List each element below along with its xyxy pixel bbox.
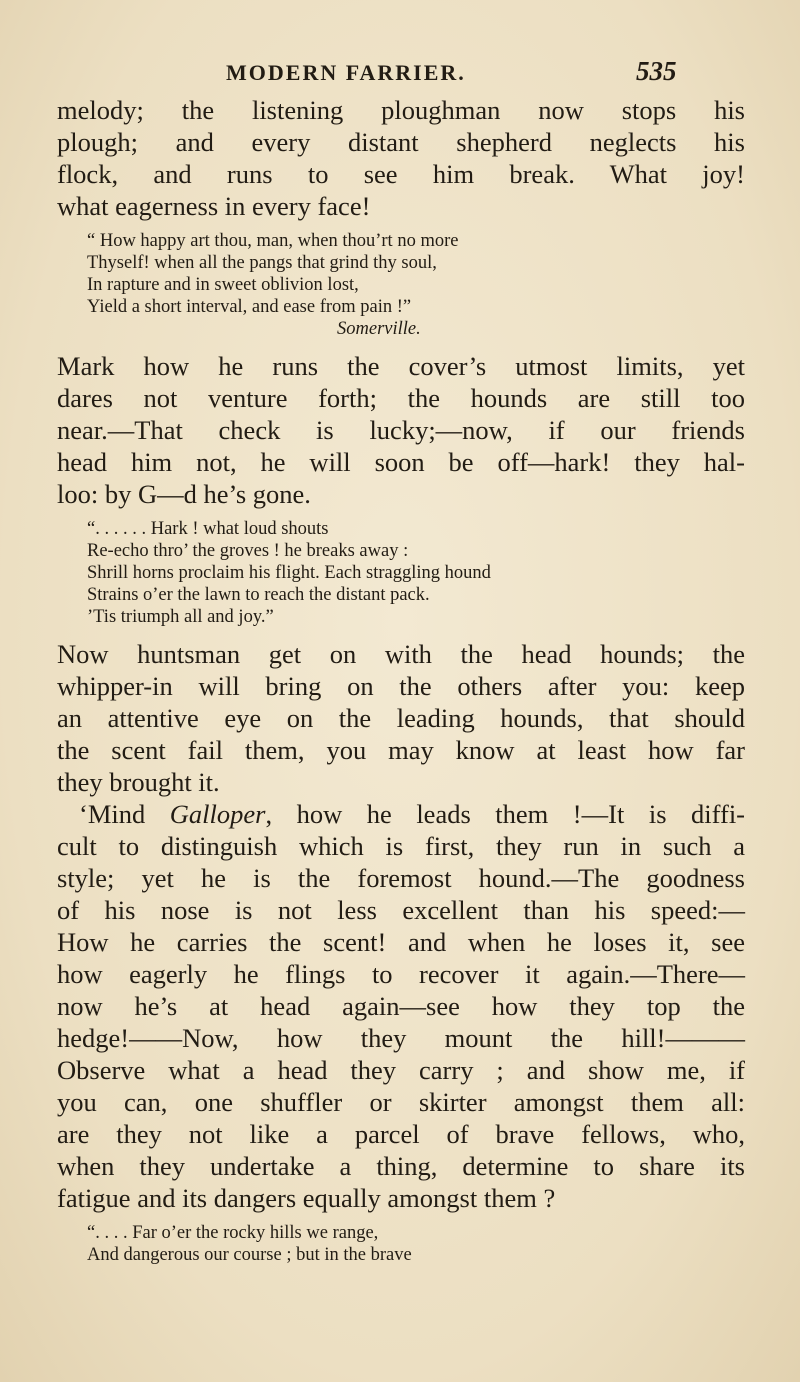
verse-line: Thyself! when all the pangs that grind thy soul, xyxy=(87,253,437,273)
verse-line: Yield a short interval, and ease from pain !” xyxy=(87,297,412,317)
text-line: an attentive eye on the leading hounds, that should xyxy=(57,703,745,733)
text-line: flock, and runs to see him break. What joy! xyxy=(57,159,745,189)
page-number: 535 xyxy=(636,56,677,86)
text-fragment: ‘Mind xyxy=(79,799,170,829)
page-body xyxy=(57,94,745,1274)
paragraph-melody xyxy=(57,94,745,222)
text-line: of his nose is not less excellent than his speed:— xyxy=(57,895,745,925)
text-line: are they not like a parcel of brave fellows, who, xyxy=(57,1119,745,1149)
text-line: fatigue and its dangers equally amongst them ? xyxy=(57,1183,556,1213)
text-line: you can, one shuffler or skirter amongst them all: xyxy=(57,1087,745,1117)
paragraph-galloper xyxy=(57,798,745,1214)
text-fragment: , how he leads them !—It is diffi- xyxy=(265,799,746,829)
verse-line: Re-echo thro’ the groves ! he breaks away : xyxy=(87,541,409,561)
text-line: Mark how he runs the cover’s utmost limits, yet xyxy=(57,351,745,381)
text-line: whipper-in will bring on the others after you: keep xyxy=(57,671,745,701)
page-header xyxy=(0,56,800,96)
verse-line: And dangerous our course ; but in the brave xyxy=(87,1245,412,1265)
text-line: they brought it. xyxy=(57,767,220,797)
text-line: hedge!——Now, how they mount the hill!——— xyxy=(57,1023,745,1053)
paragraph-mark-how xyxy=(57,350,745,510)
text-line: now he’s at head again—see how they top the xyxy=(57,991,745,1021)
running-head: MODERN FARRIER. xyxy=(226,60,466,85)
text-line: How he carries the scent! and when he loses it, see xyxy=(57,927,745,957)
hound-name: Galloper xyxy=(169,799,266,829)
verse-line: Shrill horns proclaim his flight. Each straggling hound xyxy=(87,563,491,583)
text-line: what eagerness in every face! xyxy=(57,191,371,221)
verse-line: “. . . . Far o’er the rocky hills we range, xyxy=(87,1223,379,1243)
text-line: style; yet he is the foremost hound.—The goodness xyxy=(57,863,745,893)
text-line: melody; the listening ploughman now stops his xyxy=(57,95,745,125)
text-line: cult to distinguish which is first, they run in such a xyxy=(57,831,745,861)
text-line: the scent fail them, you may know at least how far xyxy=(57,735,745,765)
verse-quote-rocky-hills xyxy=(87,1222,745,1266)
paragraph-huntsman xyxy=(57,638,745,798)
verse-line: “ How happy art thou, man, when thou’rt no more xyxy=(87,231,459,251)
verse-line: In rapture and in sweet oblivion lost, xyxy=(87,275,359,295)
verse-quote-hark xyxy=(87,518,745,628)
verse-line: “. . . . . . Hark ! what loud shouts xyxy=(87,519,329,539)
text-line: loo: by G—d he’s gone. xyxy=(57,479,311,509)
text-line xyxy=(57,798,745,830)
verse-quote-somerville xyxy=(87,230,745,340)
quote-attribution: Somerville. xyxy=(337,319,421,339)
text-line: near.—That check is lucky;—now, if our friends xyxy=(57,415,745,445)
text-line: plough; and every distant shepherd neglects his xyxy=(57,127,745,157)
text-line: Now huntsman get on with the head hounds; the xyxy=(57,639,745,669)
text-line: Observe what a head they carry ; and show me, if xyxy=(57,1055,745,1085)
verse-line: ’Tis triumph all and joy.” xyxy=(87,607,274,627)
text-line: how eagerly he flings to recover it again.—There— xyxy=(57,959,745,989)
verse-line: Strains o’er the lawn to reach the distant pack. xyxy=(87,585,430,605)
text-line: when they undertake a thing, determine to share its xyxy=(57,1151,745,1181)
text-line: dares not venture forth; the hounds are still too xyxy=(57,383,745,413)
text-line: head him not, he will soon be off—hark! they hal- xyxy=(57,447,745,477)
